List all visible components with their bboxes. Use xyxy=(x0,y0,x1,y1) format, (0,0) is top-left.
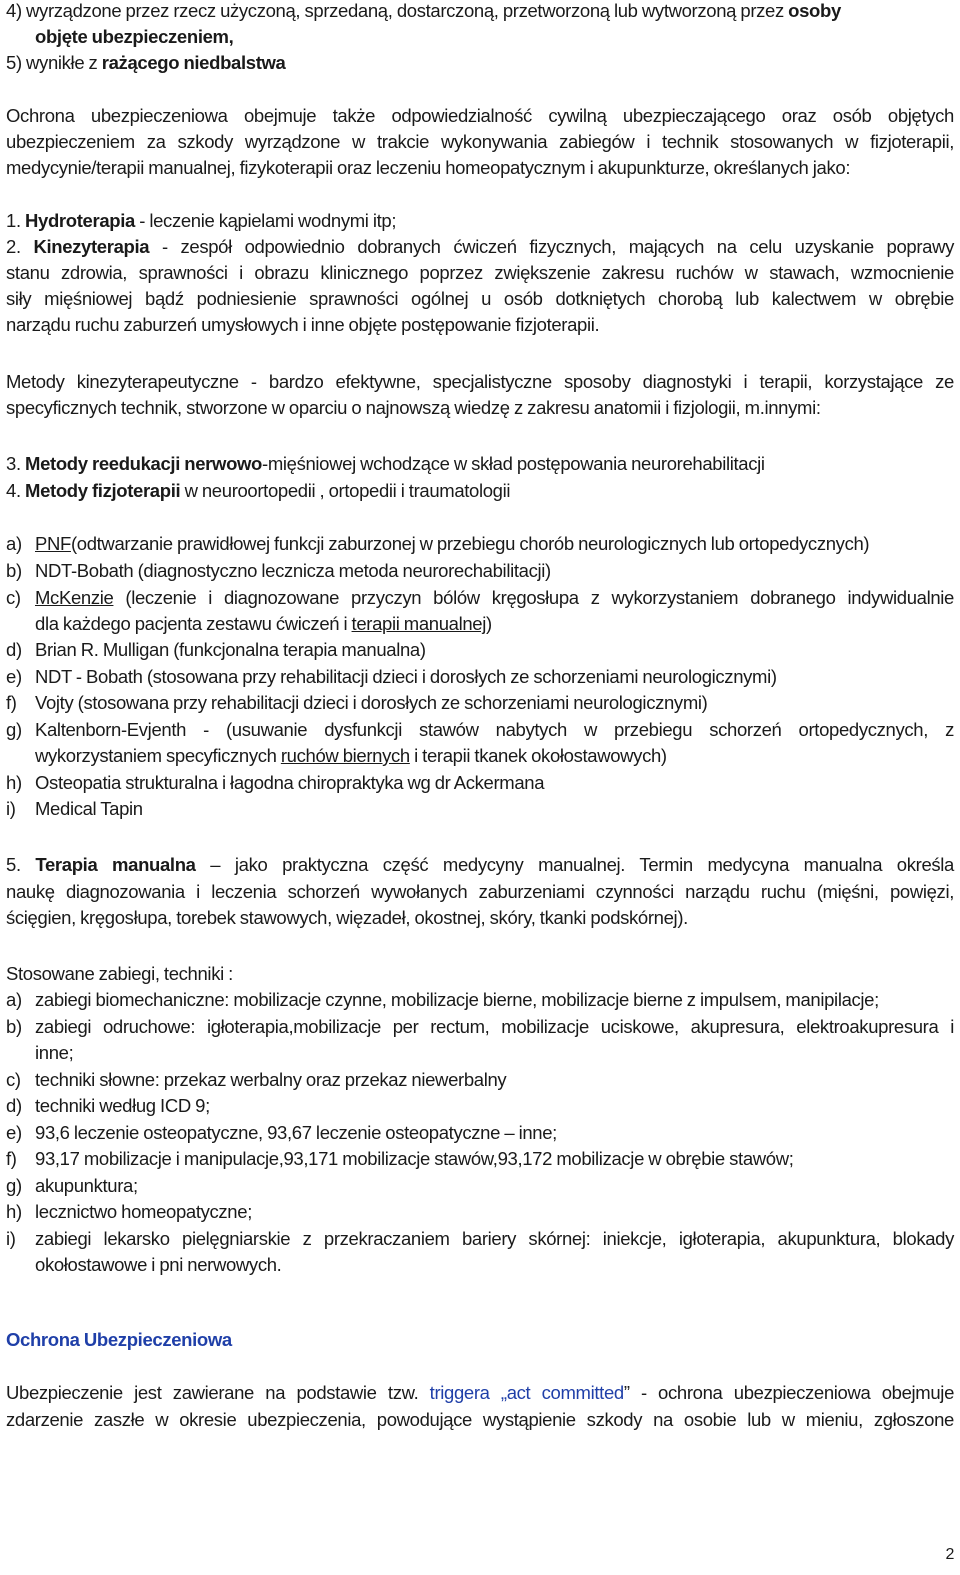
method-3 xyxy=(6,451,765,477)
applied-g: akupunktura; xyxy=(35,1175,138,1196)
method-number: 4. xyxy=(6,480,21,501)
page-number: 2 xyxy=(945,1546,954,1563)
trigger-term: triggera „act committed xyxy=(429,1382,624,1403)
applied-c: techniki słowne: przekaz werbalny oraz przekaz niewerbalny xyxy=(35,1069,507,1090)
protection-text: Ubezpieczenie jest zawierane na podstawie tzw. xyxy=(6,1382,430,1403)
mckenzie-link[interactable]: McKenzie xyxy=(35,587,114,608)
list-item-4-continuation: objęte ubezpieczeniem, xyxy=(35,26,234,47)
applied-f: 93,17 mobilizacje i manipulacje,93,171 mobilizacje stawów,93,172 mobilizacje w obrębie stawów; xyxy=(35,1148,794,1169)
applied-label-d: d) xyxy=(6,1095,22,1116)
method-4 xyxy=(6,478,510,504)
applied-b-line-2: inne; xyxy=(35,1042,74,1063)
method-name: Kinezyterapia xyxy=(33,236,150,257)
technique-a xyxy=(35,531,869,557)
list-text: wynikłe z xyxy=(26,52,98,73)
technique-text: dla każdego pacjenta zestawu ćwiczeń i xyxy=(35,613,352,634)
manual-therapy-line-3: ścięgien, kręgosłupa, torebek stawowych, więzadeł, okostnej, skóry, tkanki podskórnej). xyxy=(6,907,688,928)
passive-movements-link[interactable]: ruchów biernych xyxy=(280,745,410,766)
technique-label-b: b) xyxy=(6,560,22,581)
applied-label-g: g) xyxy=(6,1175,22,1196)
method-name: Terapia manualna xyxy=(35,854,196,875)
technique-label-a: a) xyxy=(6,533,22,554)
kinezy-line-1: Metody kinezyterapeutyczne - bardzo efektywne, specjalistyczne sposoby diagnostyki i terapii, korzystające ze xyxy=(6,371,954,392)
method-text: w neuroortopedii , ortopedii i traumatologii xyxy=(180,480,511,501)
technique-label-c: c) xyxy=(6,587,21,608)
method-name: Metody fizjoterapii xyxy=(25,480,181,501)
applied-i-line-1: zabiegi lekarsko pielęgniarskie z przekraczaniem bariery skórnej: iniekcje, igłoterapia, akupunktura, blokady xyxy=(35,1228,954,1249)
manual-therapy-link[interactable]: terapii manualnej xyxy=(351,613,486,634)
protection-heading: Ochrona Ubezpieczeniowa xyxy=(6,1329,232,1350)
protection-line-1 xyxy=(6,1380,954,1406)
manual-therapy-line-2: naukę diagnozowania i leczenia schorzeń wywołanych zaburzeniami czynności narządu ruchu (mięśni, powięzi, xyxy=(6,881,954,902)
technique-label-i: i) xyxy=(6,798,16,819)
technique-e: NDT - Bobath (stosowana przy rehabilitacji dzieci i dorosłych ze schorzeniami neurologicznymi) xyxy=(35,666,777,687)
applied-label-a: a) xyxy=(6,989,22,1010)
intro-line-3: medycynie/terapii manualnej, fizykoterapii oraz leczeniu homeopatycznym i akupunkturze, określanych jako: xyxy=(6,157,851,178)
list-number: 4) xyxy=(6,0,22,21)
applied-label-f: f) xyxy=(6,1148,17,1169)
kinezy-line-2: specyficznych technik, stworzone w oparciu o najnowszą wiedzę z zakresu anatomii i fizjologii, m.innymi: xyxy=(6,397,821,418)
pnf-link[interactable]: PNF xyxy=(35,533,71,554)
method-text: – jako praktyczna część medycyny manualnej. Termin medycyna manualna określa xyxy=(195,854,954,875)
applied-a: zabiegi biomechaniczne: mobilizacje czynne, mobilizacje bierne, mobilizacje bierne z impulsem, manipilacje; xyxy=(35,989,879,1010)
method-text: - leczenie kąpielami wodnymi itp; xyxy=(134,210,397,231)
method-name: Metody reedukacji nerwowo xyxy=(25,453,263,474)
applied-b-line-1: zabiegi odruchowe: igłoterapia,mobilizacje per rectum, mobilizacje uciskowe, akupresura, elektroakupresura i xyxy=(35,1016,954,1037)
protection-line-2: zdarzenie zaszłe w okresie ubezpieczenia, powodujące wystąpienie szkody na osobie lub w mieniu, zgłoszone xyxy=(6,1409,954,1430)
technique-d: Brian R. Mulligan (funkcjonalna terapia manualna) xyxy=(35,639,426,660)
method-2-line-4: narządu ruchu zaburzeń umysłowych i inne objęte postępowanie fizjoterapii. xyxy=(6,314,600,335)
technique-text: wykorzystaniem specyficznych xyxy=(35,745,281,766)
technique-label-d: d) xyxy=(6,639,22,660)
intro-line-1: Ochrona ubezpieczeniowa obejmuje także odpowiedzialność cywilną ubezpieczającego oraz osób objętych xyxy=(6,105,954,126)
intro-line-2: ubezpieczeniem za szkody wyrządzone w trakcie wykonywania zabiegów i technik stosowanych w fizjoterapii, xyxy=(6,131,954,152)
method-2-line-3: siły mięśniowej bądź podniesienie sprawności ogólnej u osób dotkniętych chorobą lub kalectwem w obrębie xyxy=(6,288,954,309)
method-number: 1. xyxy=(6,210,21,231)
technique-label-e: e) xyxy=(6,666,22,687)
method-number: 2. xyxy=(6,236,21,257)
technique-g-line-2 xyxy=(35,743,667,769)
list-item-5 xyxy=(6,50,285,76)
technique-label-f: f) xyxy=(6,692,17,713)
technique-b: NDT-Bobath (diagnostyczno lecznicza metoda neurorechabilitacji) xyxy=(35,560,551,581)
technique-label-h: h) xyxy=(6,772,22,793)
applied-label-c: c) xyxy=(6,1069,21,1090)
method-name: Hydroterapia xyxy=(25,210,135,231)
list-item-4 xyxy=(6,0,841,24)
bold-text: osoby xyxy=(788,0,841,21)
technique-f: Vojty (stosowana przy rehabilitacji dzieci i dorosłych ze schorzeniami neurologicznymi) xyxy=(35,692,708,713)
applied-label-b: b) xyxy=(6,1016,22,1037)
technique-text: i terapii tkanek okołostawowych) xyxy=(409,745,667,766)
technique-i: Medical Tapin xyxy=(35,798,143,819)
applied-label-e: e) xyxy=(6,1122,22,1143)
technique-h: Osteopatia strukturalna i łagodna chiropraktyka wg dr Ackermana xyxy=(35,772,545,793)
method-2-line-2: stanu zdrowia, sprawności i obrazu klinicznego poprzez zwiększenie zakresu ruchów w stawach, wzmocnienie xyxy=(6,262,954,283)
technique-text: (odtwarzanie prawidłowej funkcji zaburzonej w przebiegu chorób neurologicznych lub ortopedycznych) xyxy=(70,533,870,554)
list-text: wyrządzone przez rzecz użyczoną, sprzedaną, dostarczoną, przetworzoną lub wytworzoną przez xyxy=(26,0,784,21)
method-text: -mięśniowej wchodzące w skład postępowania neurorehabilitacji xyxy=(262,453,765,474)
applied-h: lecznictwo homeopatyczne; xyxy=(35,1201,252,1222)
applied-label-h: h) xyxy=(6,1201,22,1222)
applied-d: techniki według ICD 9; xyxy=(35,1095,210,1116)
method-number: 5. xyxy=(6,854,21,875)
protection-text: ” - ochrona ubezpieczeniowa obejmuje xyxy=(623,1382,955,1403)
technique-label-g: g) xyxy=(6,719,22,740)
technique-c-line-2 xyxy=(35,611,492,637)
bold-text: rażącego niedbalstwa xyxy=(101,52,286,73)
applied-e: 93,6 leczenie osteopatyczne, 93,67 leczenie osteopatyczne – inne; xyxy=(35,1122,557,1143)
method-2-line-1 xyxy=(6,234,954,260)
technique-text: (leczenie i diagnozowane przyczyn bólów kręgosłupa z wykorzystaniem dobranego indywidualnie xyxy=(113,587,954,608)
technique-c-line-1 xyxy=(35,585,954,611)
method-number: 3. xyxy=(6,453,21,474)
manual-therapy-line-1 xyxy=(6,852,954,878)
method-1 xyxy=(6,208,396,234)
technique-text: ) xyxy=(486,613,492,634)
technique-g-line-1: Kaltenborn-Evjenth - (usuwanie dysfunkcji stawów nabytych w przebiegu schorzeń ortopedycznych, z xyxy=(35,719,954,740)
list-number: 5) xyxy=(6,52,22,73)
applied-label-i: i) xyxy=(6,1228,16,1249)
applied-heading: Stosowane zabiegi, techniki : xyxy=(6,963,233,984)
applied-i-line-2: okołostawowe i pni nerwowych. xyxy=(35,1254,282,1275)
method-text: - zespół odpowiednio dobranych ćwiczeń fizycznych, mających na celu uzyskanie poprawy xyxy=(149,236,954,257)
